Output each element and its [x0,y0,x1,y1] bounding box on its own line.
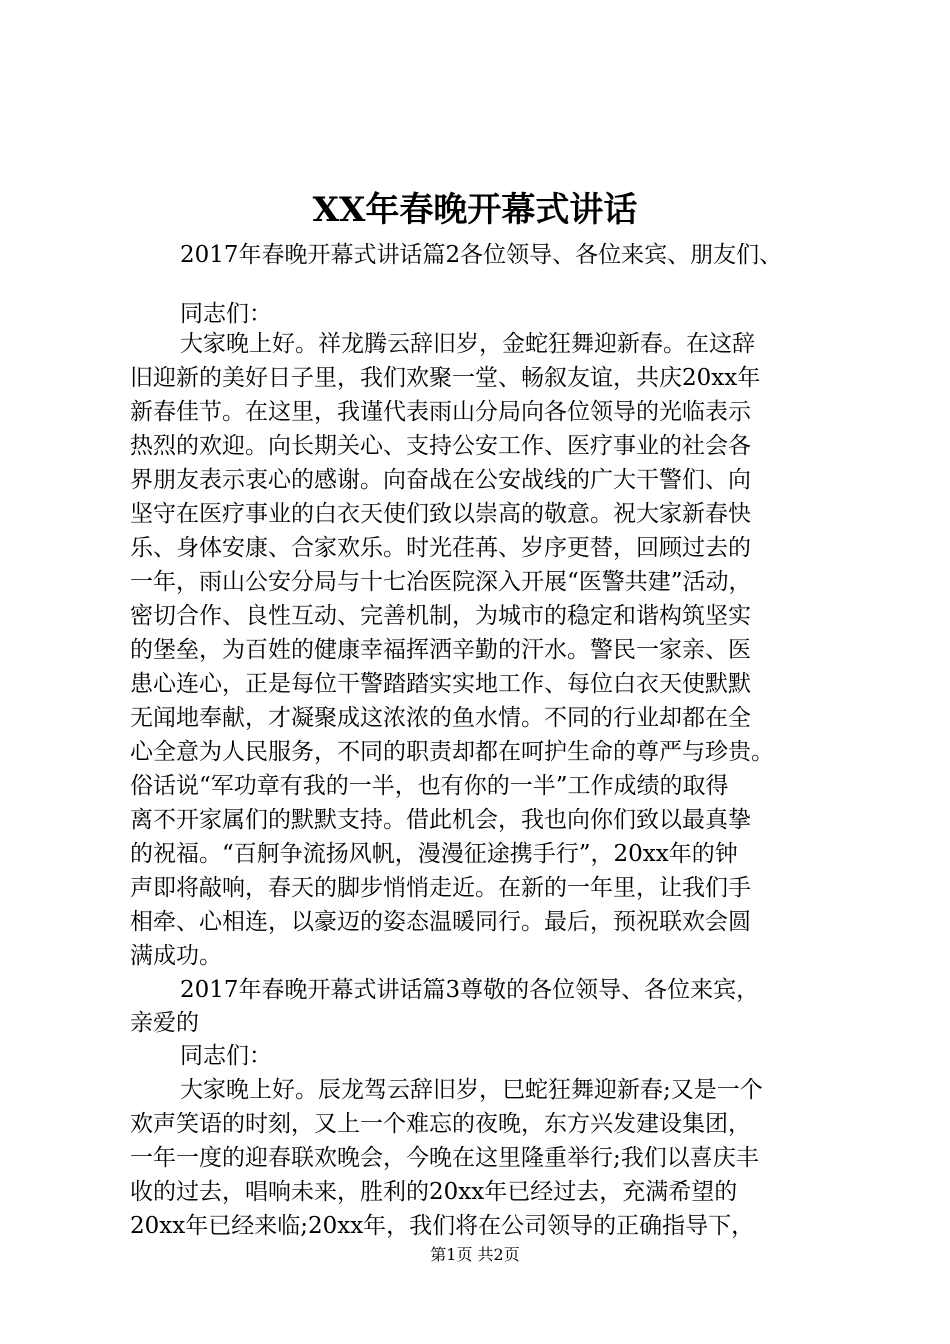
text-line: 界朋友表示衷心的感谢。向奋战在公安战线的广大干警们、向 [130,467,751,493]
text-line: 旧迎新的美好日子里，我们欢聚一堂、畅叙友谊，共庆20xx年 [130,365,761,391]
text-line: 声即将敲响，春天的脚步悄悄走近。在新的一年里，让我们手 [130,875,751,901]
text-line: 无闻地奉献，才凝聚成这浓浓的鱼水情。不同的行业却都在全 [130,705,751,731]
text-line: 乐、身体安康、合家欢乐。时光荏苒、岁序更替，回顾过去的 [130,535,751,561]
text-line: 收的过去，唱响未来，胜利的20xx年已经过去，充满希望的 [130,1179,738,1205]
text-line: 同志们： [180,1043,272,1069]
text-line: 患心连心，正是每位干警踏踏实实地工作、每位白衣天使默默 [130,671,751,697]
text-line: 20xx年已经来临;20xx年，我们将在公司领导的正确指导下， [130,1213,755,1239]
text-line: 2017年春晚开幕式讲话篇2各位领导、各位来宾、朋友们、 [180,242,783,268]
text-line: 一年一度的迎春联欢晚会，今晚在这里隆重举行;我们以喜庆丰 [130,1145,759,1171]
page-number-footer: 第1页 共2页 [430,1245,520,1264]
text-line: 满成功。 [130,943,222,969]
text-line: 欢声笑语的时刻，又上一个难忘的夜晚，东方兴发建设集团， [130,1111,751,1137]
text-line: 一年，雨山公安分局与十七冶医院深入开展“医警共建”活动， [130,569,752,595]
text-line: 俗话说“军功章有我的一半，也有你的一半”工作成绩的取得 [130,773,729,799]
document-title: XX年春晚开幕式讲话 [312,190,638,230]
text-line: 离不开家属们的默默支持。借此机会，我也向你们致以最真挚 [130,807,751,833]
text-line: 坚守在医疗事业的白衣天使们致以崇高的敬意。祝大家新春快 [130,501,751,527]
text-line: 大家晚上好。祥龙腾云辞旧岁，金蛇狂舞迎新春。在这辞 [180,331,755,357]
text-line: 亲爱的 [130,1010,199,1036]
text-line: 大家晚上好。辰龙驾云辞旧岁，巳蛇狂舞迎新春;又是一个 [180,1077,763,1103]
text-line: 密切合作、良性互动、完善机制，为城市的稳定和谐构筑坚实 [130,603,751,629]
text-line: 的堡垒，为百姓的健康幸福挥洒辛勤的汗水。警民一家亲、医 [130,637,751,663]
text-line: 热烈的欢迎。向长期关心、支持公安工作、医疗事业的社会各 [130,433,751,459]
text-line: 的祝福。“百舸争流扬风帆，漫漫征途携手行”，20xx年的钟 [130,841,738,867]
text-line: 2017年春晚开幕式讲话篇3尊敬的各位领导、各位来宾， [180,977,760,1003]
text-line: 新春佳节。在这里，我谨代表雨山分局向各位领导的光临表示 [130,399,751,425]
text-line: 同志们： [180,301,272,327]
text-line: 相牵、心相连，以豪迈的姿态温暖同行。最后，预祝联欢会圆 [130,909,751,935]
text-line: 心全意为人民服务，不同的职责却都在呵护生命的尊严与珍贵。 [130,739,774,765]
